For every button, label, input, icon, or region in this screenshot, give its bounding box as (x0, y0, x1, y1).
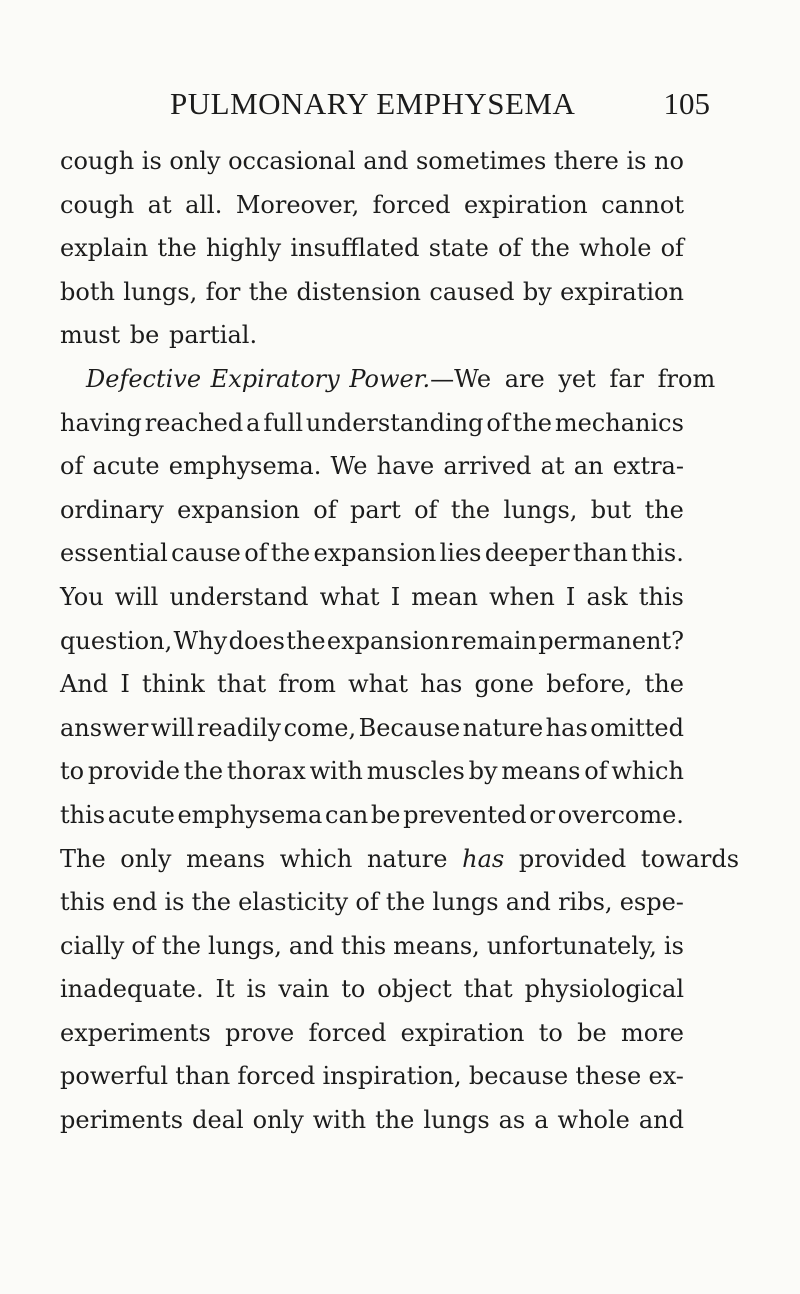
text-line (60, 1012, 684, 1056)
text-line (60, 794, 684, 838)
word: object (377, 975, 452, 1004)
word: what (319, 582, 380, 611)
text-line (60, 750, 684, 794)
word: is (164, 888, 185, 917)
word: whole (557, 1106, 630, 1135)
word: I (120, 670, 130, 699)
word: of (414, 495, 438, 524)
word: an (573, 452, 604, 481)
word: can (325, 800, 369, 829)
word: occasional (228, 147, 356, 175)
text-line (60, 489, 684, 533)
word: the (286, 626, 326, 655)
text-line (60, 707, 684, 751)
word: this (341, 931, 387, 960)
word: forced (237, 1062, 316, 1091)
word: than (175, 1062, 231, 1091)
italic-emphasis: has (462, 844, 505, 873)
word: forced (308, 1018, 387, 1047)
word: the (512, 408, 552, 437)
text-line (60, 402, 684, 446)
word: We (330, 452, 368, 481)
word: from (278, 670, 336, 699)
word: the (157, 234, 197, 263)
word: at (147, 190, 172, 219)
word: deeper (484, 539, 570, 568)
word: elasticity (238, 888, 349, 917)
word: expansion (177, 495, 300, 524)
word: expiration (400, 1018, 525, 1047)
text-line (60, 1099, 684, 1143)
word: prove (225, 1018, 295, 1047)
word: cough (60, 190, 135, 219)
word: but (590, 495, 632, 524)
word: prevented (403, 800, 527, 829)
word: is (141, 147, 162, 175)
word: has (545, 713, 588, 742)
word: mean (411, 582, 479, 611)
word: to (341, 975, 366, 1004)
word: by (522, 277, 552, 306)
text-line: must be partial. (60, 321, 258, 350)
word: or (529, 800, 556, 829)
word: be (370, 800, 401, 829)
word: ribs, (558, 888, 613, 917)
word: to (60, 757, 85, 786)
word: gone (474, 670, 534, 699)
word: full (263, 408, 304, 437)
word: this (638, 582, 684, 611)
word: overcome. (557, 800, 684, 829)
word: of (60, 452, 84, 481)
word: Why (173, 626, 228, 655)
text-line (60, 227, 684, 271)
word: has (420, 670, 463, 699)
word: reached (144, 408, 244, 437)
text-line (60, 663, 684, 707)
word: expansion (313, 539, 437, 568)
word: and (505, 888, 551, 917)
word: before, (546, 670, 633, 699)
body-text (60, 140, 740, 1143)
text-line (60, 881, 684, 925)
word: lungs (432, 888, 499, 917)
word: acute (92, 452, 160, 481)
word: part (349, 495, 401, 524)
heading-continuation: —We are yet far from (430, 364, 716, 393)
word: than (572, 539, 628, 568)
word: lungs, (208, 931, 282, 960)
word: a (534, 1106, 549, 1135)
word: at (540, 452, 565, 481)
word: readily (196, 713, 282, 742)
mixed-style-line (60, 838, 740, 882)
word: when (489, 582, 555, 611)
running-header (170, 86, 710, 126)
word: ask (586, 582, 628, 611)
word: expiration (463, 190, 588, 219)
word: physiological (524, 975, 684, 1004)
running-title: PULMONARY EMPHYSEMA (170, 86, 576, 121)
word: having (60, 408, 142, 437)
word: emphysema. (168, 452, 322, 481)
word: come, (283, 713, 357, 742)
word: the (530, 234, 570, 263)
word: no (654, 147, 684, 175)
word: extra- (612, 452, 684, 481)
word: omitted (590, 713, 684, 742)
word: forced (372, 190, 451, 219)
word: of (584, 757, 608, 786)
word: acute (107, 800, 175, 829)
word: thorax (226, 757, 306, 786)
word: the (248, 277, 289, 306)
word: there (553, 147, 619, 175)
word: for (205, 277, 241, 306)
word: insufflated (290, 234, 420, 263)
word: is (663, 931, 684, 960)
word: It (215, 975, 235, 1004)
word: You (60, 582, 104, 611)
word: the (270, 539, 311, 568)
word: expiration (560, 277, 684, 306)
word: periments (60, 1106, 184, 1135)
word: arrived (443, 452, 532, 481)
word: lies (439, 539, 482, 568)
word: inadequate. (60, 975, 204, 1004)
word: because (468, 1062, 569, 1091)
word: highly (205, 234, 282, 263)
word: with (309, 757, 363, 786)
word: of (313, 495, 337, 524)
text-line (60, 925, 684, 969)
word: both (60, 277, 115, 306)
text-line (60, 445, 684, 489)
word: I (565, 582, 576, 611)
word: this (60, 800, 106, 829)
paragraph-heading-line (60, 358, 716, 402)
word: have (376, 452, 435, 481)
word: of (244, 539, 268, 568)
word: of (660, 234, 684, 263)
word: lungs, (503, 495, 578, 524)
word: means, (393, 931, 480, 960)
page-number: 105 (663, 86, 710, 121)
word: that (463, 975, 513, 1004)
line-text-before: The only means which nature (60, 844, 463, 873)
word: as (498, 1106, 526, 1135)
word: nature (462, 713, 544, 742)
word: is (246, 975, 267, 1004)
word: powerful (60, 1062, 169, 1091)
word: sometimes (415, 147, 547, 175)
word: understand (169, 582, 309, 611)
word: mechanics (554, 408, 684, 437)
word: the (644, 495, 684, 524)
word: and (638, 1106, 684, 1135)
word: the (644, 670, 684, 699)
word: of (486, 408, 510, 437)
word: Because (358, 713, 461, 742)
word: all. (185, 190, 223, 219)
word: only (169, 147, 221, 175)
word: these (575, 1062, 642, 1091)
word: whole (579, 234, 652, 263)
text-line (60, 968, 684, 1012)
word: a (246, 408, 261, 437)
word: of (131, 931, 155, 960)
word: will (114, 582, 159, 611)
word: distension (296, 277, 422, 306)
word: the (161, 931, 201, 960)
word: provide (87, 757, 180, 786)
line-part (60, 838, 739, 882)
word: with (312, 1106, 367, 1135)
word: means (501, 757, 581, 786)
word: only (252, 1106, 304, 1135)
word: that (217, 670, 267, 699)
word: ex- (648, 1062, 684, 1091)
word: what (348, 670, 409, 699)
word: experiments (60, 1018, 211, 1047)
text-line (60, 532, 684, 576)
word: expansion (326, 626, 450, 655)
word: of (355, 888, 379, 917)
text-line (60, 271, 684, 315)
text-line (60, 1055, 684, 1099)
word: which (611, 757, 684, 786)
word: I (390, 582, 401, 611)
line-text-after: provided towards (504, 844, 740, 873)
word: this (60, 888, 106, 917)
word: And (60, 670, 109, 699)
word: cause (171, 539, 241, 568)
word: state (428, 234, 489, 263)
word: vain (278, 975, 330, 1004)
word: Moreover, (235, 190, 360, 219)
word: espe- (619, 888, 684, 917)
word: this. (631, 539, 684, 568)
word: by (468, 757, 498, 786)
word: unfortunately, (486, 931, 657, 960)
section-heading-italic: Defective Expiratory Power. (86, 364, 431, 393)
word: answer (60, 713, 149, 742)
word: cially (60, 931, 125, 960)
text-line (60, 140, 684, 184)
word: cannot (601, 190, 684, 219)
word: will (150, 713, 195, 742)
word: cough (60, 147, 135, 175)
word: end (112, 888, 158, 917)
word: of (498, 234, 522, 263)
word: more (621, 1018, 684, 1047)
word: deal (192, 1106, 244, 1135)
word: is (626, 147, 647, 175)
text-line (60, 184, 684, 228)
word: does (228, 626, 285, 655)
word: essential (60, 539, 168, 568)
word: question, (60, 626, 173, 655)
word: lungs (423, 1106, 490, 1135)
word: to (538, 1018, 563, 1047)
word: and (288, 931, 335, 960)
word: explain (60, 234, 149, 263)
word: and (363, 147, 409, 175)
word: the (375, 1106, 415, 1135)
word: inspiration, (322, 1062, 462, 1091)
word: emphysema (177, 800, 323, 829)
word: lungs, (123, 277, 198, 306)
word: remain (451, 626, 537, 655)
word: the (450, 495, 491, 524)
word: ordinary (60, 495, 164, 524)
word: permanent? (538, 626, 684, 655)
word: the (191, 888, 231, 917)
word: think (142, 670, 205, 699)
word: the (385, 888, 426, 917)
word: caused (429, 277, 515, 306)
word: be (577, 1018, 607, 1047)
word: muscles (366, 757, 465, 786)
text-line (60, 576, 684, 620)
word: the (183, 757, 224, 786)
word: understanding (305, 408, 484, 437)
text-line (60, 620, 684, 664)
